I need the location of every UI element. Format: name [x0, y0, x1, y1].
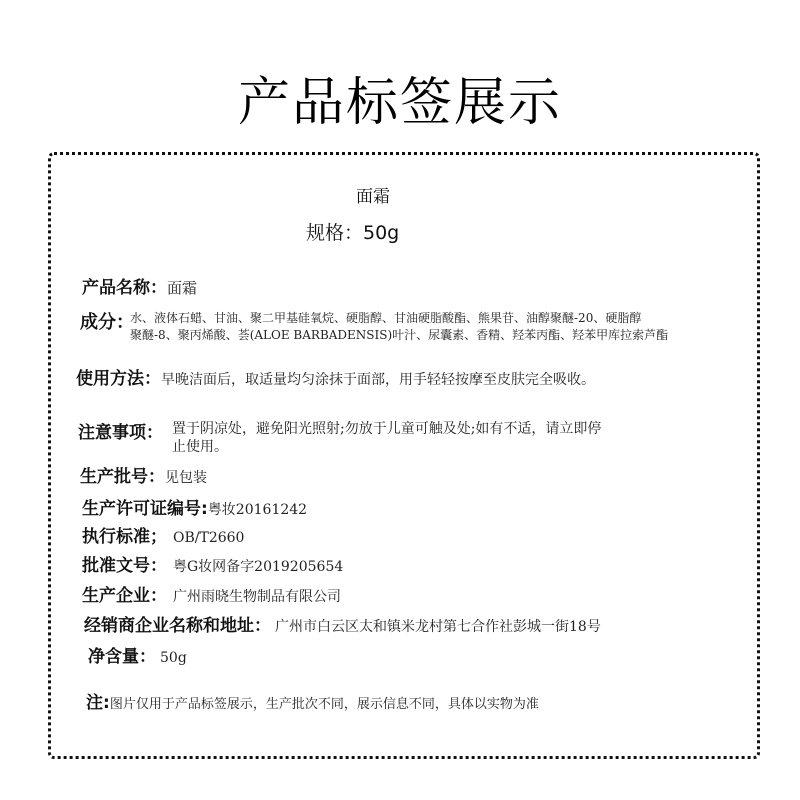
field-key: 生产许可证编号: [82, 499, 208, 519]
field-key: 批准文号： [82, 556, 167, 576]
field-approval-no [82, 551, 343, 576]
field-key: 产品名称： [82, 278, 167, 298]
spec-heading: 规格：50g [306, 222, 400, 244]
field-value: 50g [160, 650, 187, 666]
field-product-name [82, 273, 197, 298]
field-key: 使用方法： [76, 369, 161, 389]
note-value: 图片仅用于产品标签展示，生产批次不同，展示信息不同，具体以实物为准 [109, 697, 539, 712]
field-value: 广州雨晓生物制品有限公司 [173, 589, 341, 605]
field-key: 净含量： [88, 647, 156, 667]
ingredients-line-1: 水、液体石蜡、甘油、聚二甲基硅氧烷、硬脂醇、甘油硬脂酸酯、熊果苷、油醇聚醚-20、硬脂醇 [130, 311, 642, 325]
label-note [86, 688, 539, 713]
field-net-content [88, 642, 187, 667]
field-value: 早晚洁面后，取适量均匀涂抹于面部，用手轻轻按摩至皮肤完全吸收。 [161, 372, 595, 388]
field-key: 生产企业： [82, 586, 167, 606]
field-key: 经销商企业名称和地址： [84, 616, 271, 636]
field-key: 成分： [80, 312, 134, 333]
field-value: 广州市白云区太和镇米龙村第七合作社彭城一街18号 [275, 619, 601, 635]
note-key: 注: [86, 693, 110, 713]
field-key: 执行标准； [82, 527, 167, 547]
precautions-line-1: 置于阴凉处，避免阳光照射;勿放于儿童可触及处;如有不适，请立即停 [172, 421, 602, 437]
field-license-no [82, 494, 307, 519]
field-value: 粤G妆网备字2019205654 [173, 559, 344, 575]
field-value [172, 420, 732, 456]
field-key: 注意事项： [78, 423, 163, 443]
page-title: 产品标签展示 [237, 73, 562, 133]
field-distributor [84, 611, 601, 636]
ingredients-line-2: 聚醚-8、聚丙烯酸、荟(ALOE BARBADENSIS)叶汁、尿囊素、香精、羟苯丙酯、羟苯甲库拉索芦酯 [130, 328, 669, 342]
precautions-line-2: 止使用。 [172, 439, 228, 455]
field-usage [76, 364, 595, 389]
field-value: 面霜 [167, 279, 198, 297]
field-manufacturer [82, 581, 341, 606]
field-value [130, 310, 770, 344]
product-heading: 面霜 [356, 187, 390, 207]
field-value: OB/T2660 [173, 530, 245, 546]
field-batch-no [80, 462, 207, 487]
field-standard [82, 522, 244, 547]
field-value: 见包装 [165, 470, 207, 486]
field-value: 粤妆20161242 [207, 502, 308, 518]
field-key: 生产批号： [80, 467, 165, 487]
